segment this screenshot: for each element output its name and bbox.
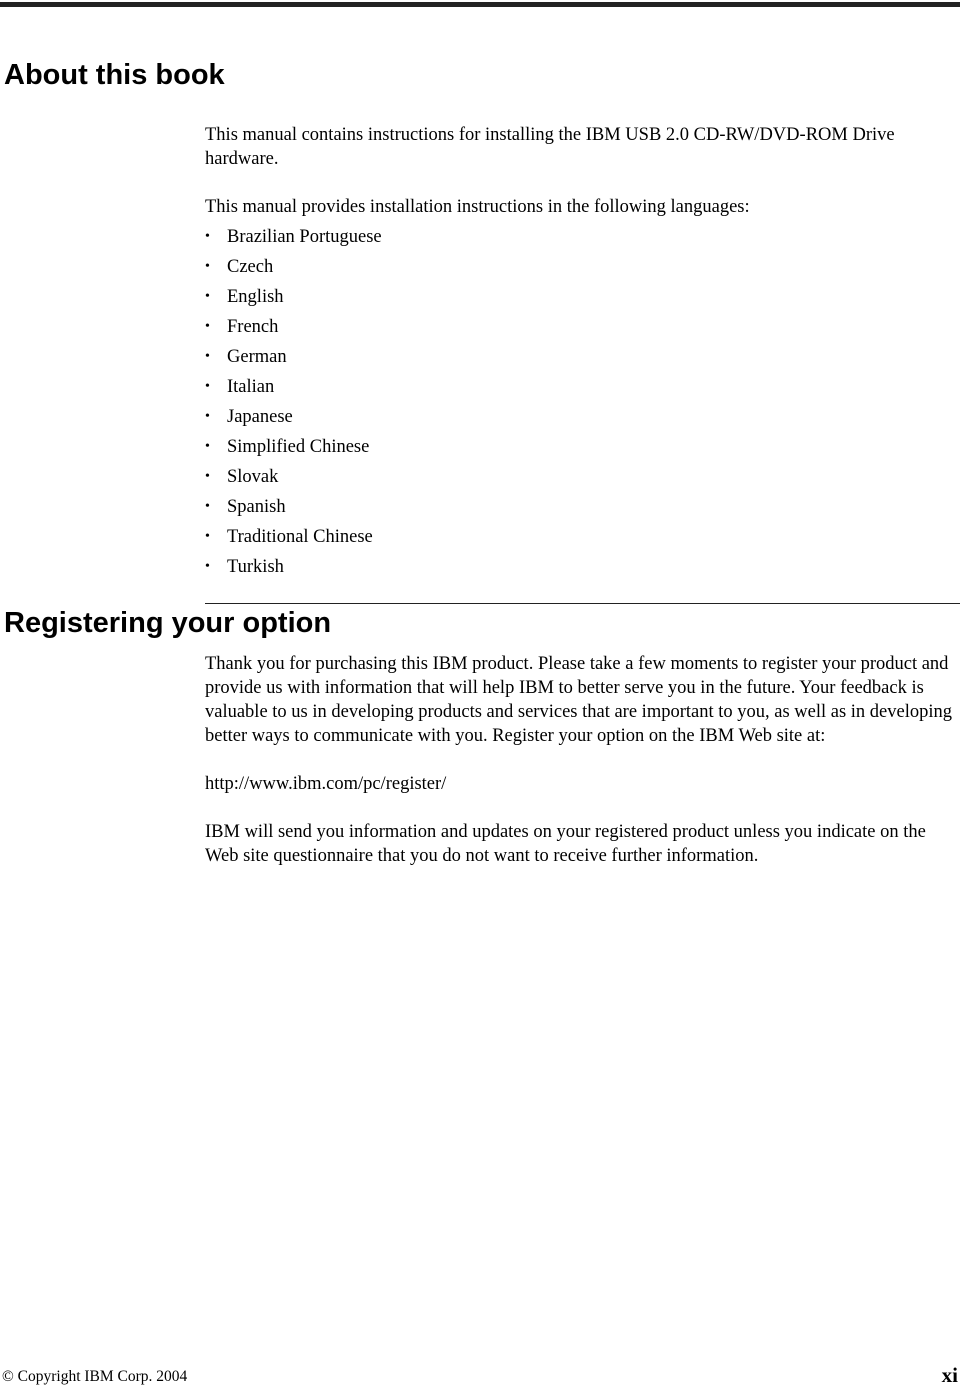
bullet-icon: • — [205, 469, 210, 484]
bullet-icon: • — [205, 439, 210, 454]
top-rule — [0, 2, 960, 7]
bullet-icon: • — [205, 349, 210, 364]
bullet-icon: • — [205, 229, 210, 244]
language-label: German — [227, 347, 287, 367]
language-label: Japanese — [227, 407, 293, 427]
language-list-item — [205, 255, 957, 285]
page-number: xi — [941, 1363, 958, 1387]
language-label: Slovak — [227, 467, 279, 487]
bullet-icon: • — [205, 409, 210, 424]
bullet-icon: • — [205, 289, 210, 304]
bullet-icon: • — [205, 259, 210, 274]
footer-copyright: © Copyright IBM Corp. 2004 — [2, 1368, 188, 1385]
registering-heading: Registering your option — [4, 607, 332, 639]
bullet-icon: • — [205, 379, 210, 394]
bullet-icon: • — [205, 559, 210, 574]
language-list — [205, 225, 957, 585]
register-paragraph: Thank you for purchasing this IBM product. Please take a few moments to register your product and provide us with information that will help IBM to better serve you in the future. Your feedback is valuable to us in developing products and services that are important to you, as well as in developing better ways to communicate with you. Register your option on the IBM Web site at: — [205, 654, 953, 746]
language-list-item — [205, 435, 957, 465]
register-body — [205, 652, 957, 868]
about-heading: About this book — [4, 59, 225, 91]
language-label: Brazilian Portuguese — [227, 227, 382, 247]
language-label: Spanish — [227, 497, 286, 517]
language-list-item — [205, 465, 957, 495]
about-body — [205, 123, 957, 585]
bullet-icon: • — [205, 499, 210, 514]
language-label: Italian — [227, 377, 275, 397]
languages-intro-paragraph: This manual provides installation instructions in the following languages: — [205, 197, 750, 217]
language-label: French — [227, 317, 279, 337]
language-list-item — [205, 345, 957, 375]
language-list-item — [205, 225, 957, 255]
bullet-icon: • — [205, 529, 210, 544]
section-divider — [205, 603, 960, 604]
register-url-link[interactable]: http://www.ibm.com/pc/register/ — [205, 774, 447, 794]
language-label: Czech — [227, 257, 274, 277]
language-label: Simplified Chinese — [227, 437, 370, 457]
language-list-item — [205, 315, 957, 345]
language-label: Traditional Chinese — [227, 527, 373, 547]
language-list-item — [205, 525, 957, 555]
bullet-icon: • — [205, 319, 210, 334]
language-list-item — [205, 555, 957, 585]
language-list-item — [205, 285, 957, 315]
language-label: Turkish — [227, 557, 284, 577]
register-closing-paragraph: IBM will send you information and updates on your registered product unless you indicate on the Web site questionnaire that you do not want to receive further information. — [205, 822, 926, 866]
language-list-item — [205, 495, 957, 525]
language-list-item — [205, 405, 957, 435]
language-label: English — [227, 287, 284, 307]
language-list-item — [205, 375, 957, 405]
about-intro-paragraph: This manual contains instructions for installing the IBM USB 2.0 CD-RW/DVD-ROM Drive hardware. — [205, 125, 895, 169]
